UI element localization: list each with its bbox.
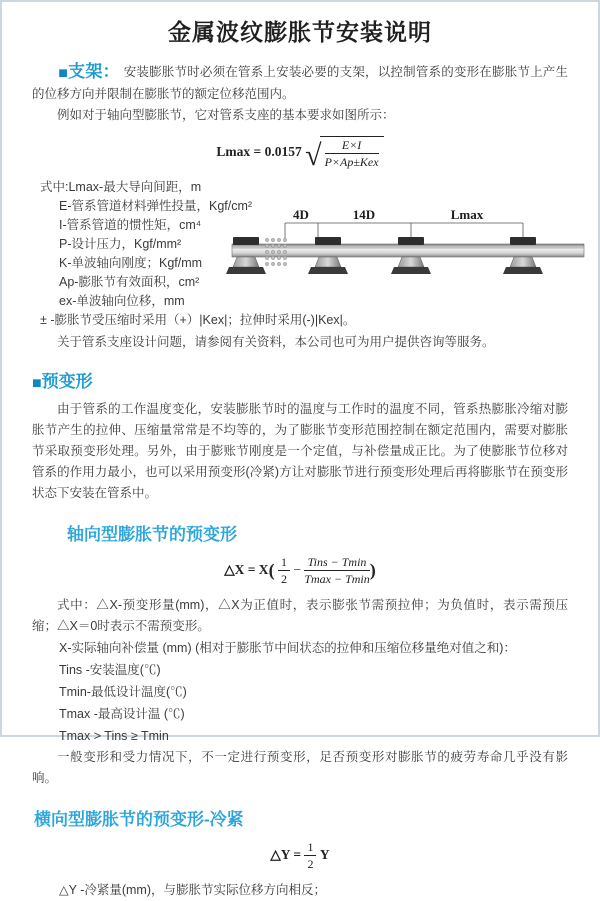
definitions-and-diagram [32, 178, 568, 330]
lateral-formula [32, 840, 568, 872]
temperature-fraction [304, 555, 369, 587]
definition-item: ex-单波轴向位移，mm [59, 293, 185, 308]
lmax-fraction-denominator: P×Ap±Kex [324, 155, 379, 170]
blue-square-bullet-icon: ■ [32, 374, 42, 392]
axial-note: 一般变形和受力情况下，不一定进行预变形，足否预变形对膨胀节的疲劳寿命几乎没有影响。 [32, 749, 568, 785]
lateral-subheading: 横向型膨胀节的预变形-冷紧 [34, 809, 244, 829]
open-paren: ( [268, 559, 275, 580]
content-area [2, 61, 598, 901]
definition-item: K-单波轴向刚度；Kgf/mm [59, 255, 203, 270]
t-definition-line: Tmax -最高设计温 (℃) [59, 706, 185, 721]
radicand [320, 136, 384, 170]
support-heading-label: 支架： [68, 62, 120, 81]
axial-formula-lhs: △X = X [224, 561, 269, 577]
radical-symbol: √ [305, 138, 322, 172]
support-example-line: 例如对于轴向型膨胀节，它对管系支座的基本要求如图所示： [57, 108, 395, 122]
support-section-heading [58, 62, 119, 81]
t-definition-line: Tmin-最低设计温度(℃) [59, 684, 187, 699]
dim-label-4d: 4D [293, 206, 309, 222]
support-intro-text: 安装膨胀节时必须在管系上安装必要的支架，以控制管系的变形在膨胀节上产生的位移方向并限制在膨胀节的额定位移范围内。 [32, 65, 569, 101]
lmax-formula [32, 136, 568, 170]
axial-subheading: 轴向型膨胀节的预变形 [67, 524, 237, 544]
definition-item: I-管系管道的惯性矩，cm⁴ [59, 217, 202, 232]
half-numerator: 1 [278, 555, 290, 571]
lateral-one-half-fraction [304, 840, 316, 872]
lateral-half-denominator: 2 [307, 856, 314, 871]
definition-item: ± -膨胀节受压缩时采用（+）|Kex|；拉伸时采用(-)|Kex|。 [40, 312, 356, 327]
axial-x-definition: X-实际轴向补偿量 (mm) (相对于膨胀节中间状态的拉伸和压缩位移量绝对值之和)： [59, 640, 516, 655]
dim-label-14d: 14D [352, 206, 376, 222]
lateral-formula-lhs: △Y = [270, 846, 302, 862]
page-title: 金属波纹膨胀节安装说明 [168, 19, 432, 45]
dim-label-lmax: Lmax [450, 206, 484, 222]
lmax-fraction-numerator: E×I [325, 138, 379, 154]
lmax-formula-lhs: Lmax = 0.0157 [216, 143, 302, 159]
sqrt-radical [305, 136, 383, 170]
temp-fraction-denominator: Tmax − Tmin [304, 572, 370, 587]
predeform-body-paragraph: 由于管系的工作温度变化，安装膨胀节时的温度与工作时的温度不同，管系热膨胀冷缩对膨胀节产生的拉伸、压缩量常常是不均等的，为了膨胀节变形范围控制在额定范围内，需要对膨胀节采取预变形处理。另外，由于膨账节刚度是一个定值，与补偿量成正比。为了使膨胀节位移对管系的作用力最小，也可以采用预变形(冷紧)方让对膨胀节进行预变形处理后再将膨胀节在预变形状态下安装在管系中。 [32, 401, 568, 500]
pipe-support-diagram [228, 206, 588, 286]
support-note: 关于管系支座设计问题，请参阅有关资料，本公司也可为用户提供咨询等服务。 [57, 334, 495, 349]
temperature-definitions [32, 659, 568, 747]
predeform-section-heading [32, 367, 568, 393]
minus-sign: − [293, 561, 301, 577]
lmax-fraction [325, 138, 379, 170]
half-denominator: 2 [280, 572, 287, 587]
definition-item: P-设计压力，Kgf/mm² [59, 236, 182, 251]
blue-square-bullet-icon: ■ [58, 65, 69, 82]
one-half-fraction [278, 555, 290, 587]
support-intro-paragraph [32, 61, 568, 105]
axial-formula [32, 555, 568, 587]
definition-item: 式中:Lmax-最大导向间距，m [40, 179, 202, 194]
lateral-explain-line: △Y -冷紧量(mm)，与膨胀节实际位移方向相反； [59, 883, 327, 898]
definition-item: Ap-膨胀节有效面积，cm² [59, 274, 200, 289]
temp-fraction-numerator: Tins − Tmin [304, 555, 369, 571]
lateral-formula-rhs: Y [319, 846, 330, 862]
definition-item: E-管系管道材料弹性投量，Kgf/cm² [59, 198, 253, 213]
t-definition-line: Tmax > Tins ≥ Tmin [59, 728, 169, 743]
close-paren: ) [369, 559, 376, 580]
axial-explain-paragraph: 式中：△X-预变形量(mm)，△X为正值时，表示膨张节需预拉伸；为负值时，表示需预压缩；△X＝0时表示不需预变形。 [32, 597, 568, 633]
lateral-half-numerator: 1 [304, 840, 316, 856]
predeform-heading-label: 预变形 [41, 371, 93, 391]
t-definition-line: Tins -安装温度(℃) [59, 662, 161, 677]
